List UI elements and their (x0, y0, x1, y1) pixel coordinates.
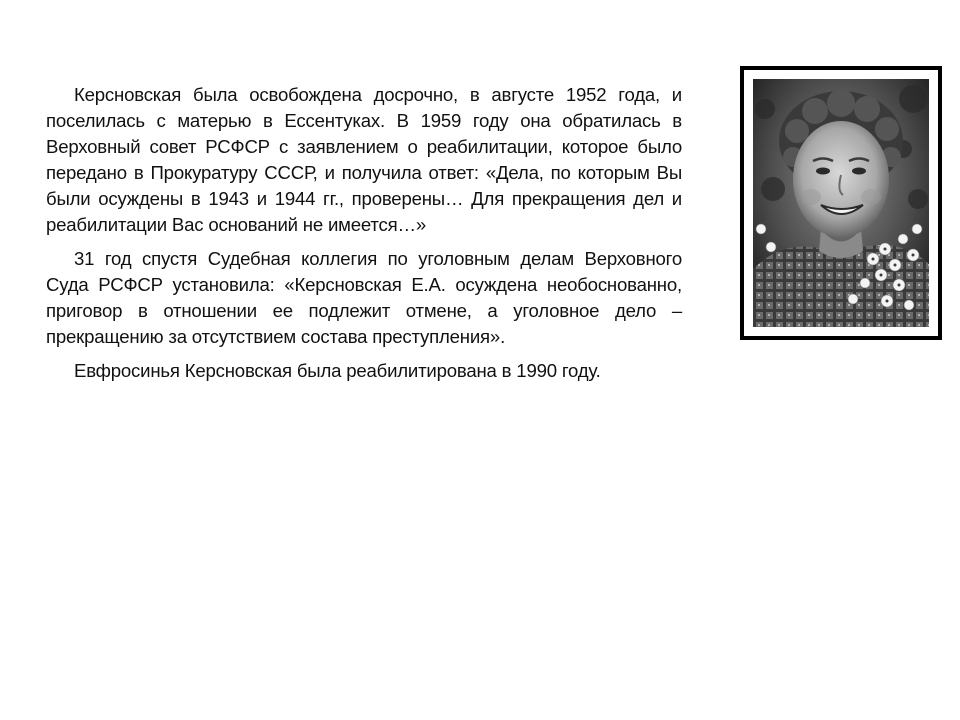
paragraph-court-ruling: 31 год спустя Судебная коллегия по уголовным делам Верховного Суда РСФСР установила: «Керсновская Е.А. осуждена необоснованно, приговор в отношении ее подлежит отмене, а уголовное дело – прекращению за отсутствием состава преступления». (46, 248, 682, 347)
portrait-mat (744, 70, 938, 336)
portrait-photo-icon (753, 79, 929, 327)
body-text (46, 82, 682, 392)
paragraph-release: Керсновская была освобождена досрочно, в августе 1952 года, и поселилась с матерью в Ессентуках. В 1959 году она обратилась в Верховный совет РСФСР с заявлением о реабилитации, которое было передано в Прокуратуру СССР, и получила ответ: «Дела, по которым Вы были осуждены в 1943 и 1944 гг., проверены… Для прекращения дел и реабилитации Вас оснований не имеется…» (46, 84, 682, 235)
portrait-frame (740, 66, 942, 340)
portrait-photo (753, 79, 929, 327)
paragraph-rehabilitation: Евфросинья Керсновская была реабилитирована в 1990 году. (74, 360, 601, 381)
